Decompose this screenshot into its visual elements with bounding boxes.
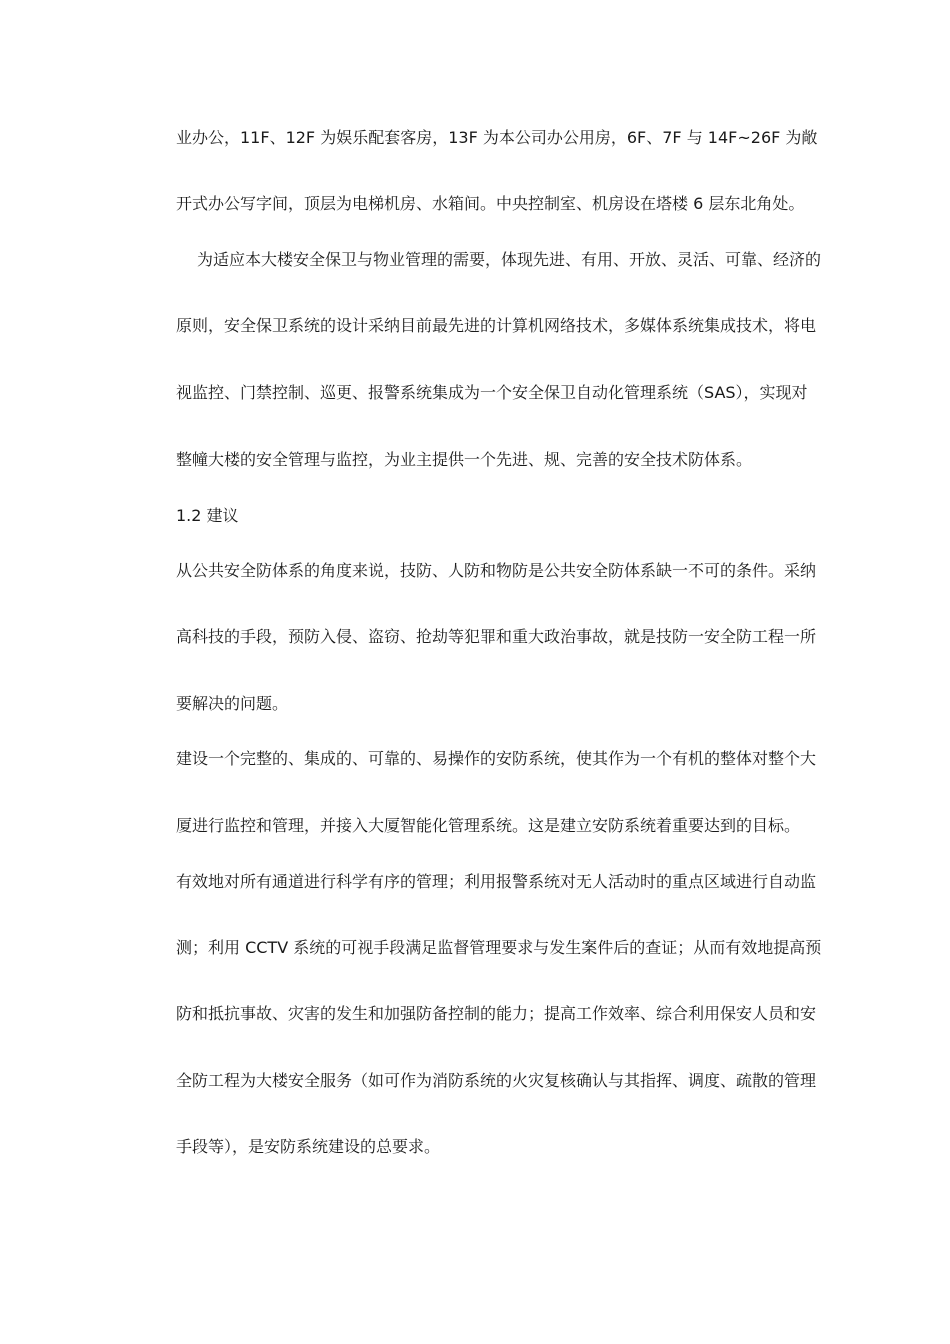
body-text-line: 业办公，11F、12F 为娱乐配套客房，13F 为本公司办公用房，6F、7F 与 14F~26F 为敞 (176, 128, 818, 147)
body-text-line: 厦进行监控和管理，并接入大厦智能化管理系统。这是建立安防系统着重要达到的目标。 (176, 816, 801, 835)
body-text-line: 整幢大楼的安全管理与监控，为业主提供一个先进、规、完善的安全技术防体系。 (176, 450, 753, 469)
body-text-line: 建设一个完整的、集成的、可靠的、易操作的安防系统，使其作为一个有机的整体对整个大 (176, 749, 817, 768)
body-text-line: 开式办公写字间，顶层为电梯机房、水箱间。中央控制室、机房设在塔楼 6 层东北角处。 (176, 194, 805, 213)
body-text-line: 高科技的手段，预防入侵、盗窃、抢劫等犯罪和重大政治事故，就是技防一安全防工程一所 (176, 627, 817, 646)
section-heading: 1.2 建议 (176, 506, 239, 525)
body-text-line: 手段等），是安防系统建设的总要求。 (176, 1137, 441, 1156)
body-text-line: 从公共安全防体系的角度来说，技防、人防和物防是公共安全防体系缺一不可的条件。采纳 (176, 561, 817, 580)
body-text-line: 原则，安全保卫系统的设计采纳目前最先进的计算机网络技术，多媒体系统集成技术，将电 (176, 316, 817, 335)
body-text-line: 全防工程为大楼安全服务（如可作为消防系统的火灾复核确认与其指挥、调度、疏散的管理 (176, 1071, 817, 1090)
body-text-line: 测；利用 CCTV 系统的可视手段满足监督管理要求与发生案件后的查证；从而有效地提高预 (176, 938, 822, 957)
body-text-line: 有效地对所有通道进行科学有序的管理；利用报警系统对无人活动时的重点区域进行自动监 (176, 872, 817, 891)
body-text-line: 要解决的问题。 (176, 694, 289, 713)
body-text-line: 为适应本大楼安全保卫与物业管理的需要，体现先进、有用、开放、灵活、可靠、经济的 (197, 250, 822, 269)
body-text-line: 防和抵抗事故、灾害的发生和加强防备控制的能力；提高工作效率、综合利用保安人员和安 (176, 1004, 817, 1023)
body-text-line: 视监控、门禁控制、巡更、报警系统集成为一个安全保卫自动化管理系统（SAS），实现对 (176, 383, 808, 402)
